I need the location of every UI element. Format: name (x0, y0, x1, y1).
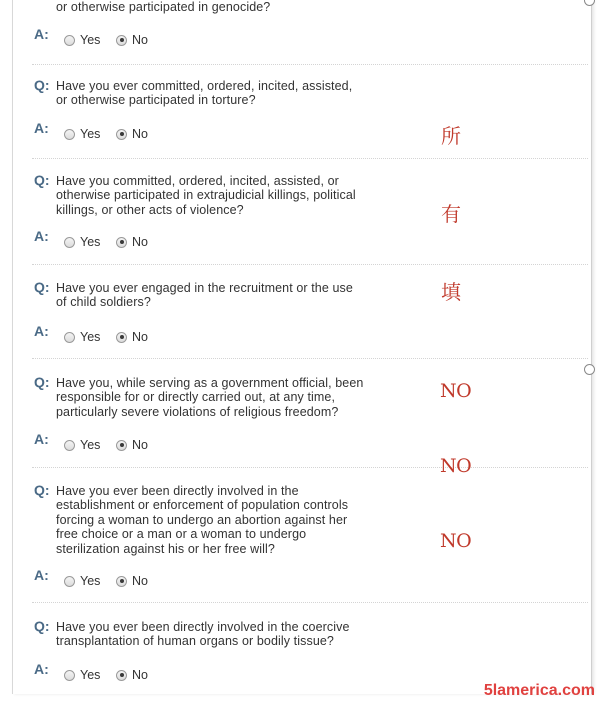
divider (32, 64, 588, 65)
no-label: No (132, 668, 148, 682)
question-text (56, 376, 436, 419)
yes-radio[interactable] (64, 670, 75, 681)
annotation-no-3: NO (440, 530, 472, 552)
no-label: No (132, 330, 148, 344)
annotation-tian: 填 (441, 280, 461, 304)
no-radio[interactable] (116, 576, 127, 587)
divider (32, 602, 588, 603)
yes-radio[interactable] (64, 35, 75, 46)
yes-label: Yes (80, 438, 101, 452)
no-radio[interactable] (116, 332, 127, 343)
divider (32, 264, 588, 265)
question-line: sterilization against his or her free will? (56, 541, 275, 556)
no-radio[interactable] (116, 35, 127, 46)
question-label: Q: (34, 482, 50, 498)
divider (32, 158, 588, 159)
yes-label: Yes (80, 668, 101, 682)
no-radio[interactable] (116, 440, 127, 451)
question-line: or otherwise participated in torture? (56, 93, 256, 108)
yes-label: Yes (80, 33, 101, 47)
yes-radio[interactable] (64, 237, 75, 248)
question-text (56, 174, 431, 217)
no-label: No (132, 574, 148, 588)
no-option[interactable] (116, 330, 148, 344)
question-label: Q: (34, 279, 50, 295)
question-line: Have you ever been directly involved in the (56, 484, 299, 498)
resize-handle-right[interactable] (584, 364, 595, 375)
divider (32, 467, 588, 468)
question-line: killings, or other acts of violence? (56, 202, 244, 217)
yes-option[interactable] (64, 438, 100, 452)
question-line: Have you ever committed, ordered, incited, assisted, (56, 79, 353, 93)
answer-label: A: (34, 120, 49, 136)
no-radio[interactable] (116, 237, 127, 248)
no-radio[interactable] (116, 670, 127, 681)
yes-option[interactable] (64, 33, 100, 47)
question-label: Q: (34, 374, 50, 390)
question-line: particularly severe violations of religious freedom? (56, 404, 339, 419)
yes-label: Yes (80, 574, 101, 588)
annotation-no-1: NO (440, 380, 472, 402)
answer-label: A: (34, 26, 49, 42)
no-option[interactable] (116, 438, 148, 452)
yes-label: Yes (80, 127, 101, 141)
answer-label: A: (34, 567, 49, 583)
question-line: responsible for or directly carried out, at any time, (56, 390, 336, 405)
annotation-you: 有 (441, 202, 461, 226)
question-line: Have you ever engaged in the recruitment or the use (56, 281, 353, 295)
yes-option[interactable] (64, 127, 100, 141)
question-line: establishment or enforcement of population controls (56, 498, 349, 513)
answer-label: A: (34, 323, 49, 339)
no-option[interactable] (116, 574, 148, 588)
question-label: Q: (34, 172, 50, 188)
yes-label: Yes (80, 330, 101, 344)
question-label: Q: (34, 618, 50, 634)
answer-label: A: (34, 431, 49, 447)
yes-option[interactable] (64, 330, 100, 344)
question-text (56, 0, 431, 14)
yes-radio[interactable] (64, 129, 75, 140)
watermark: 5lamerica.com (483, 682, 595, 699)
no-option[interactable] (116, 33, 148, 47)
yes-radio[interactable] (64, 332, 75, 343)
yes-option[interactable] (64, 668, 100, 682)
no-label: No (132, 127, 148, 141)
no-option[interactable] (116, 127, 148, 141)
question-line: otherwise participated in extrajudicial killings, political (56, 188, 356, 203)
no-option[interactable] (116, 668, 148, 682)
no-label: No (132, 235, 148, 249)
no-label: No (132, 33, 148, 47)
question-line: free choice or a man or a woman to undergo (56, 527, 307, 542)
question-line: Have you, while serving as a government official, been (56, 376, 364, 390)
yes-label: Yes (80, 235, 101, 249)
divider (32, 358, 588, 359)
question-line: Have you ever been directly involved in the coercive (56, 620, 350, 634)
question-line: of child soldiers? (56, 295, 151, 310)
question-text (56, 484, 431, 556)
question-line: Have you committed, ordered, incited, assisted, or (56, 174, 339, 188)
no-option[interactable] (116, 235, 148, 249)
question-line: or otherwise participated in genocide? (56, 0, 271, 14)
yes-radio[interactable] (64, 440, 75, 451)
no-radio[interactable] (116, 129, 127, 140)
question-line: forcing a woman to undergo an abortion against her (56, 512, 348, 527)
question-line: transplantation of human organs or bodily tissue? (56, 634, 334, 649)
yes-radio[interactable] (64, 576, 75, 587)
yes-option[interactable] (64, 235, 100, 249)
annotation-suo: 所 (441, 124, 461, 148)
no-label: No (132, 438, 148, 452)
annotation-no-2: NO (440, 455, 472, 477)
question-label: Q: (34, 77, 50, 93)
question-text (56, 281, 431, 310)
question-text (56, 620, 431, 649)
question-text (56, 79, 431, 108)
yes-option[interactable] (64, 574, 100, 588)
answer-label: A: (34, 228, 49, 244)
answer-label: A: (34, 661, 49, 677)
resize-handle-top[interactable] (584, 0, 595, 6)
